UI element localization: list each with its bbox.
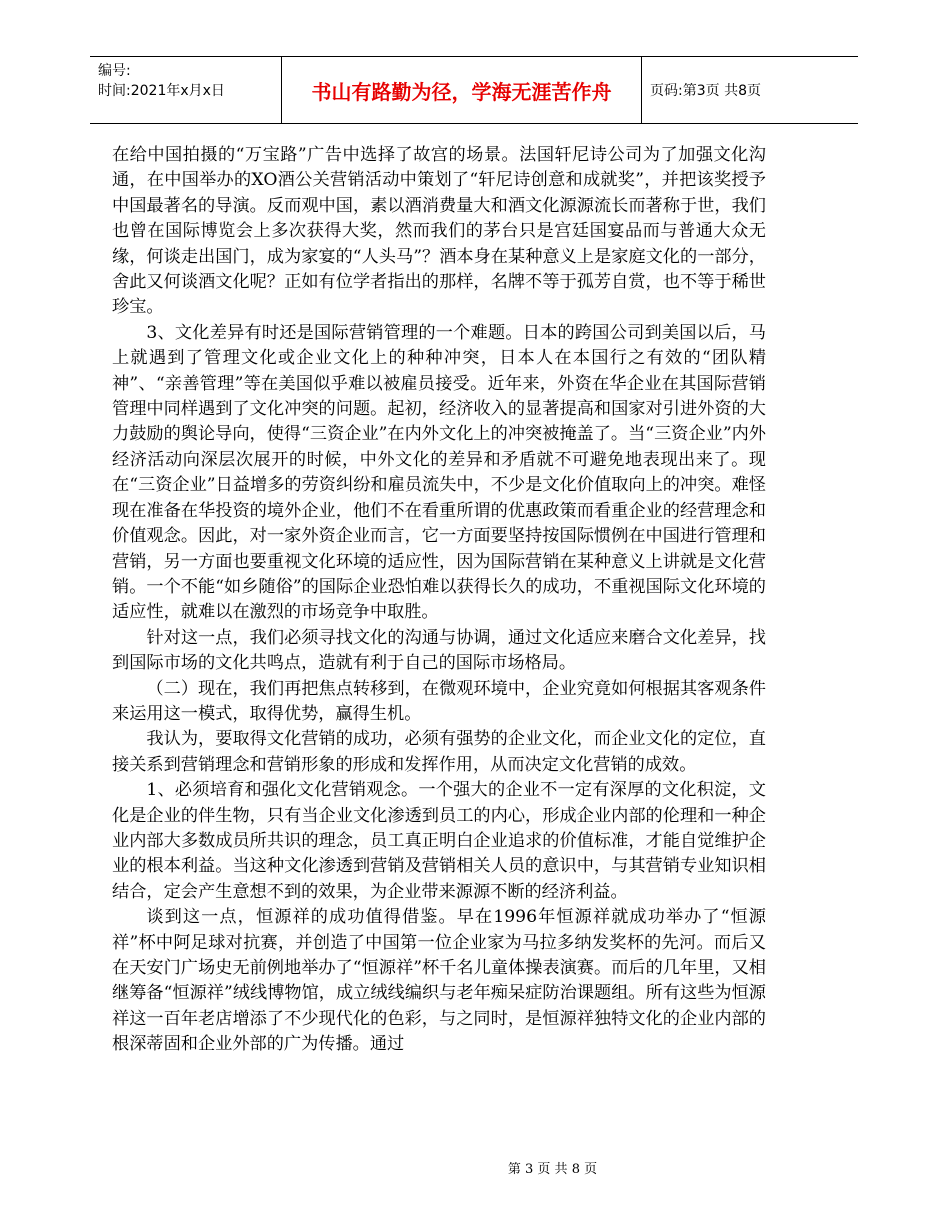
document-body [112, 143, 766, 1058]
header-motto: 书山有路勤为径，学海无涯苦作舟 [282, 57, 642, 123]
page-footer [0, 1158, 950, 1177]
header-table [90, 56, 858, 124]
document-number-label: 编号: [98, 63, 131, 79]
header-meta [90, 57, 282, 123]
document-time-label: 时间:2021年x月x日 [98, 83, 225, 99]
paragraph: 针对这一点，我们必须寻找文化的沟通与协调，通过文化适应来磨合文化差异，找到国际市场的文化共鸣点，造就有利于自己的国际市场格局。 [112, 627, 766, 674]
paragraph: 1、必须培育和强化文化营销观念。一个强大的企业不一定有深厚的文化积淀，文化是企业的伴生物，只有当企业文化渗透到员工的内心，形成企业内部的伦理和一种企业内部大多数成员所共识的理念，员工真正明白企业追求的价值标准，才能自觉维护企业的根本利益。当这种文化渗透到营销及营销相关人员的意识中，与其营销专业知识相结合，定会产生意想不到的效果，为企业带来源源不断的经济利益。 [112, 780, 766, 902]
footer-page-number: 第 3 页 共 8 页 [507, 1162, 598, 1177]
paragraph: （二）现在，我们再把焦点转移到，在微观环境中，企业究竟如何根据其客观条件来运用这一模式，取得优势，赢得生机。 [112, 678, 766, 724]
paragraph: 谈到这一点，恒源祥的成功值得借鉴。早在1996年恒源祥就成功举办了“恒源祥”杯中阿足球对抗赛，并创造了中国第一位企业家为马拉多纳发奖杯的先河。而后又在天安门广场史无前例地举办了“恒源祥”杯千名儿童体操表演赛。而后的几年里，又相继筹备“恒源祥”绒线博物馆，成立绒线编织与老年痴呆症防治课题组。所有这些为恒源祥这一百年老店增添了不少现代化的色彩，与之同时，是恒源祥独特文化的企业内部的根深蒂固和企业外部的广为传播。通过 [112, 907, 766, 1055]
header-page-info: 页码:第3页 共8页 [650, 83, 761, 99]
paragraph: 我认为，要取得文化营销的成功，必须有强势的企业文化，而企业文化的定位，直接关系到营销理念和营销形象的形成和发挥作用，从而决定文化营销的成效。 [112, 729, 766, 775]
paragraph: 3、文化差异有时还是国际营销管理的一个难题。日本的跨国公司到美国以后，马上就遇到了管理文化或企业文化上的种种冲突，日本人在本国行之有效的“团队精神”、“亲善管理”等在美国似乎难以被雇员接受。近年来，外资在华企业在其国际营销管理中同样遇到了文化冲突的问题。起初，经济收入的显著提高和国家对引进外资的大力鼓励的舆论导向，使得“三资企业”在内外文化上的冲突被掩盖了。当“三资企业”内外经济活动向深层次展开的时候，中外文化的差异和矛盾就不可避免地表现出来了。现在“三资企业”日益增多的劳资纠纷和雇员流失中，不少是文化价值取向上的冲突。难怪现在准备在华投资的境外企业，他们不在看重所谓的优惠政策而看重企业的经营理念和价值观念。因此，对一家外资企业而言，它一方面要坚持按国际惯例在中国进行管理和营销，另一方面也要重视文化环境的适应性，因为国际营销在某种意义上讲就是文化营销。一个不能“如乡随俗”的国际企业恐怕难以获得长久的成功，不重视国际文化环境的适应性，就难以在激烈的市场竞争中取胜。 [112, 322, 766, 623]
paragraph: 在给中国拍摄的“万宝路”广告中选择了故宫的场景。法国轩尼诗公司为了加强文化沟通，在中国举办的XO酒公关营销活动中策划了“轩尼诗创意和成就奖”，并把该奖授予中国最著名的导演。反而观中国，素以酒消费量大和酒文化源源流长而著称于世，我们也曾在国际博览会上多次获得大奖，然而我们的茅台只是宫廷国宴品而与普通大众无缘，何谈走出国门，成为家宴的“人头马”？酒本身在某种意义上是家庭文化的一部分，舍此又何谈酒文化呢？正如有位学者指出的那样，名牌不等于孤芳自赏，也不等于稀世珍宝。 [112, 145, 766, 318]
